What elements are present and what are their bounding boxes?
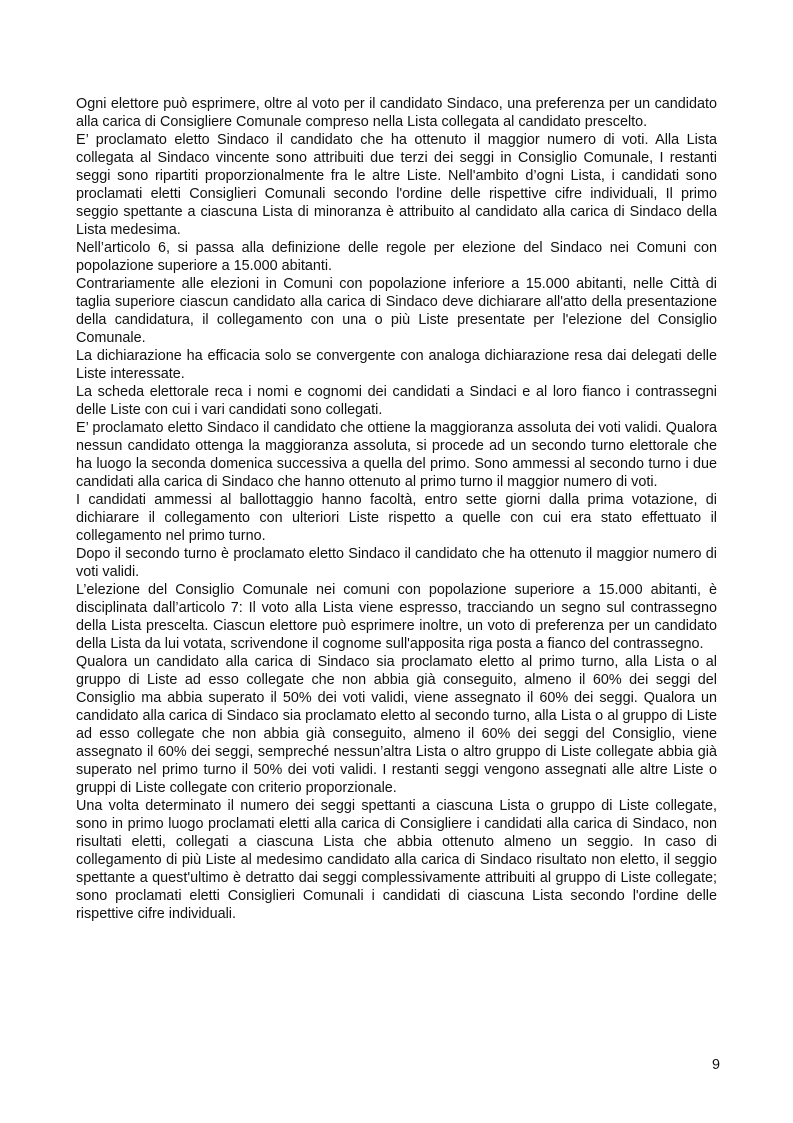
paragraph: Ogni elettore può esprimere, oltre al voto per il candidato Sindaco, una preferenza per un candidato alla carica di Consigliere Comunale compreso nella Lista collegata al candidato prescelto. bbox=[76, 96, 717, 130]
paragraph: La dichiarazione ha efficacia solo se convergente con analoga dichiarazione resa dai delegati delle Liste interessate. bbox=[76, 348, 717, 382]
paragraph: Contrariamente alle elezioni in Comuni con popolazione inferiore a 15.000 abitanti, nelle Città di taglia superiore ciascun candidato alla carica di Sindaco deve dichiarare all'atto della presentazione della candidatura, il collegamento con una o più Liste presentate per l'elezione del Consiglio Comunale. bbox=[76, 276, 717, 346]
paragraph: Qualora un candidato alla carica di Sindaco sia proclamato eletto al primo turno, alla Lista o al gruppo di Liste ad esso collegate che non abbia già conseguito, almeno il 60% dei seggi del Consiglio ma abbia superato il 50% dei voti validi, viene assegnato il 60% dei seggi. Qualora un candidato alla carica di Sindaco sia proclamato eletto al secondo turno, alla Lista o al gruppo di Liste ad esso collegate che non abbia già conseguito, almeno il 60% dei seggi del Consiglio, viene assegnato il 60% dei seggi, sempreché nessun’altra Lista o altro gruppo di Liste collegate abbia già superato nel primo turno il 50% dei voti validi. I restanti seggi vengono assegnati alle altre Liste o gruppi di Liste collegate con criterio proporzionale. bbox=[76, 654, 717, 796]
paragraph: E’ proclamato eletto Sindaco il candidato che ottiene la maggioranza assoluta dei voti validi. Qualora nessun candidato ottenga la maggioranza assoluta, si procede ad un secondo turno elettorale che ha luogo la seconda domenica successiva a quella del primo. Sono ammessi al secondo turno i due candidati alla carica di Sindaco che hanno ottenuto al primo turno il maggior numero di voti. bbox=[76, 420, 717, 490]
paragraph: I candidati ammessi al ballottaggio hanno facoltà, entro sette giorni dalla prima votazione, di dichiarare il collegamento con ulteriori Liste rispetto a quelle con cui era stato effettuato il collegamento nel primo turno. bbox=[76, 492, 717, 544]
paragraph: Una volta determinato il numero dei seggi spettanti a ciascuna Lista o gruppo di Liste collegate, sono in primo luogo proclamati eletti alla carica di Consigliere i candidati alla carica di Sindaco, non risultati eletti, collegati a ciascuna Lista che abbia ottenuto almeno un seggio. In caso di collegamento di più Liste al medesimo candidato alla carica di Sindaco risultato non eletto, il seggio spettante a quest'ultimo è detratto dai seggi complessivamente attribuiti al gruppo di Liste collegate; sono proclamati eletti Consiglieri Comunali i candidati di ciascuna Lista secondo l'ordine delle rispettive cifre individuali. bbox=[76, 798, 717, 922]
paragraph: Nell’articolo 6, si passa alla definizione delle regole per elezione del Sindaco nei Comuni con popolazione superiore a 15.000 abitanti. bbox=[76, 240, 717, 274]
page-number: 9 bbox=[711, 1057, 720, 1073]
paragraph: L’elezione del Consiglio Comunale nei comuni con popolazione superiore a 15.000 abitanti, è disciplinata dall’articolo 7: Il voto alla Lista viene espresso, tracciando un segno sul contrassegno della Lista prescelta. Ciascun elettore può esprimere inoltre, un voto di preferenza per un candidato della Lista da lui votata, scrivendone il cognome sull'apposita riga posta a fianco del contrassegno. bbox=[76, 582, 717, 652]
body-text bbox=[76, 95, 717, 923]
paragraph: E’ proclamato eletto Sindaco il candidato che ha ottenuto il maggior numero di voti. Alla Lista collegata al Sindaco vincente sono attribuiti due terzi dei seggi in Consiglio Comunale, I restanti seggi sono ripartiti proporzionalmente fra le altre Liste. Nell'ambito d’ogni Lista, i candidati sono proclamati eletti Consiglieri Comunali secondo l'ordine delle rispettive cifre individuali, Il primo seggio spettante a ciascuna Lista di minoranza è attribuito al candidato alla carica di Sindaco della Lista medesima. bbox=[76, 132, 717, 238]
paragraph: La scheda elettorale reca i nomi e cognomi dei candidati a Sindaci e al loro fianco i contrassegni delle Liste con cui i vari candidati sono collegati. bbox=[76, 384, 717, 418]
paragraph: Dopo il secondo turno è proclamato eletto Sindaco il candidato che ha ottenuto il maggior numero di voti validi. bbox=[76, 546, 717, 580]
